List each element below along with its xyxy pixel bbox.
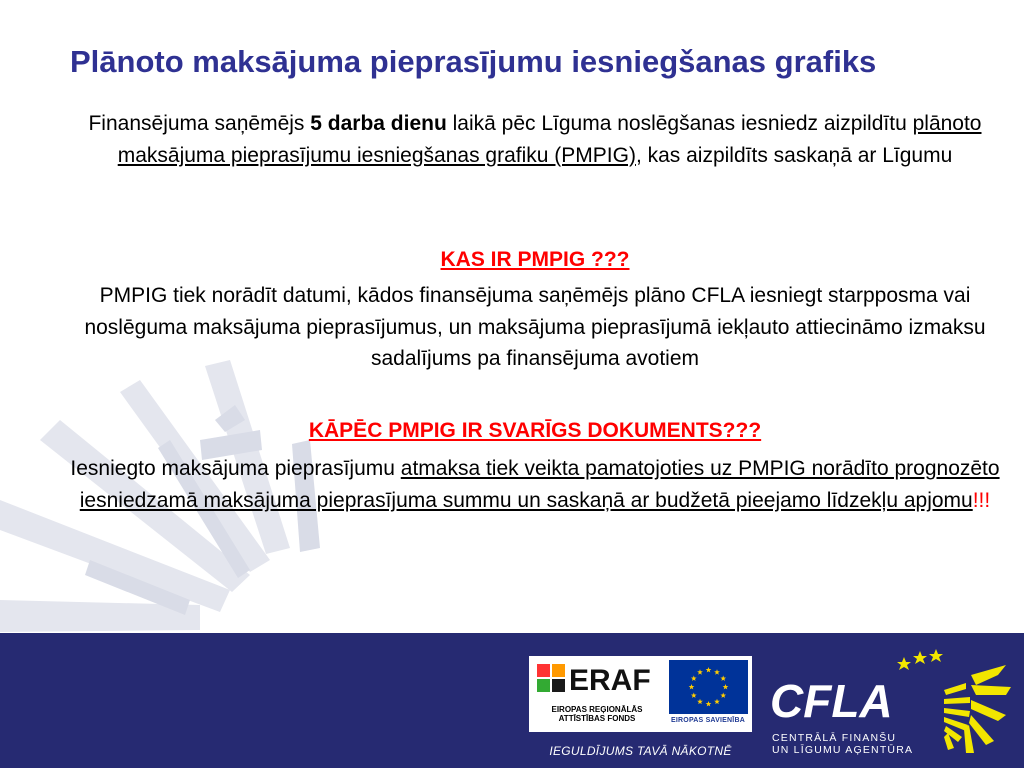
cfla-caption-line2: UN LĪGUMU AĢENTŪRA [772, 744, 914, 755]
pmpig-link[interactable]: plānoto maksājuma pieprasījumu iesniegšanas grafiku (PMPIG) [117, 112, 982, 167]
slogan: IEGULDĪJUMS TAVĀ NĀKOTNĒ [549, 744, 732, 758]
section-what-is-text: PMPIG tiek norādīt datumi, kādos finansējuma saņēmējs plāno CFLA iesniegt starpposma vai noslēguma maksājuma pieprasījumus, un maksājuma pieprasījumā iekļauto attiecināmo izmaksu sadalījums pa finansējuma avotiem [84, 284, 986, 370]
intro-deadline: 5 darba dienu [310, 112, 447, 135]
page-title: Plānoto maksājuma pieprasījumu iesniegšanas grafiks [70, 44, 877, 79]
intro-text-1: Finansējuma saņēmējs [88, 112, 311, 135]
cfla-caption-line1: CENTRĀLĀ FINANŠU [772, 732, 897, 744]
cfla-logo-text: CFLA [770, 675, 893, 727]
intro-text-2: laikā pēc Līguma noslēgšanas iesniedz aizpildītu [446, 112, 913, 135]
eu-flag-icon [669, 660, 748, 714]
cfla-logo [766, 645, 1016, 755]
section-heading-what-is: KAS IR PMPIG ??? [440, 248, 630, 271]
eraf-caption-line2: ATTĪSTĪBAS FONDS [558, 714, 636, 723]
section-heading-why-important: KĀPĒC PMPIG IR SVARĪGS DOKUMENTS??? [308, 419, 762, 442]
cfla-sun-rays-icon [944, 665, 1011, 753]
intro-text-3: , kas aizpildīts saskaņā ar Līgumu [635, 143, 953, 167]
eu-caption: EIROPAS SAVIENĪBA [671, 717, 745, 724]
cfla-stars-icon [897, 649, 943, 670]
why-text-1: Iesniegto maksājuma pieprasījumu [70, 457, 401, 480]
intro-paragraph [60, 108, 1010, 171]
payment-basis-link[interactable]: atmaksa tiek veikta pamatojoties uz PMPIG norādīto prognozēto iesniedzamā maksājuma pieprasījuma summu un saskaņā ar budžetā pieejamo līdzekļu apjomu [79, 457, 1000, 512]
eraf-logo-text: ERAF [569, 664, 651, 697]
eraf-caption-line1: EIROPAS REĢIONĀLĀS [551, 705, 643, 714]
exclamation-marks: !!! [972, 488, 991, 512]
section-why-important-text [60, 453, 1010, 516]
